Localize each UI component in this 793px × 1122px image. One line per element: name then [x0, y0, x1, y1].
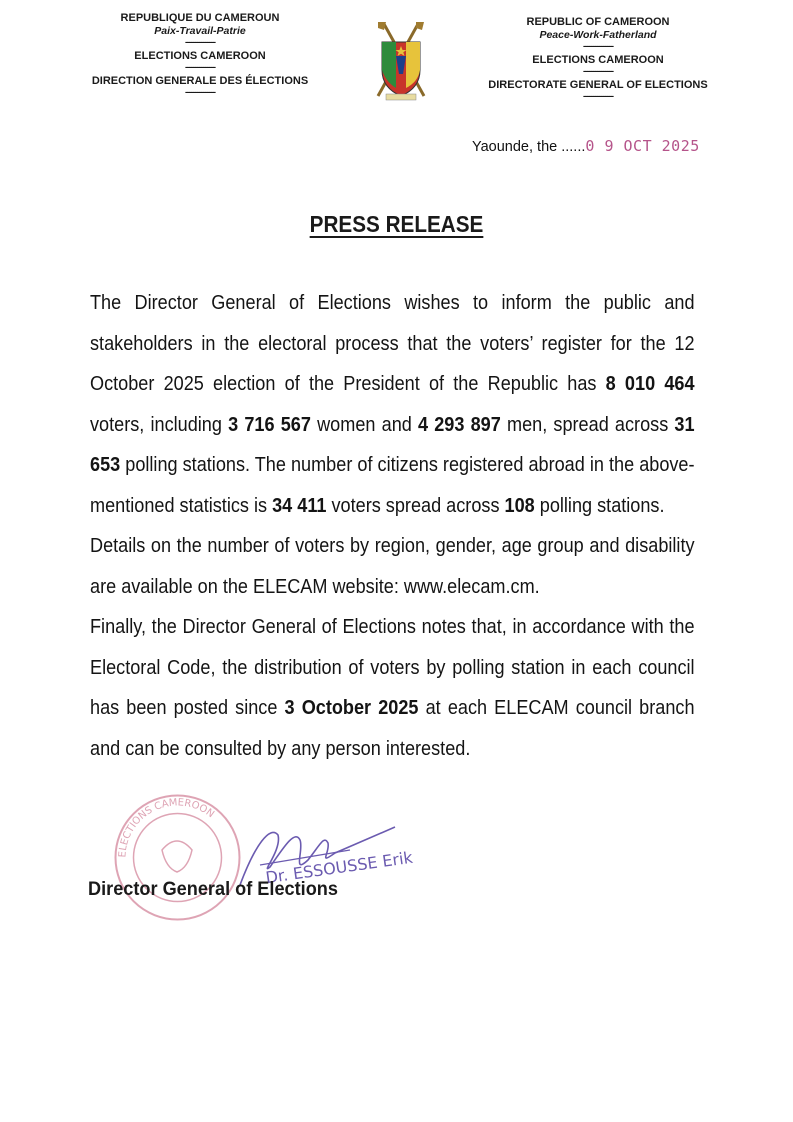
separator: --------------- — [185, 37, 215, 47]
page-title: PRESS RELEASE — [309, 211, 484, 237]
text-span: voters spread across — [326, 494, 505, 517]
separator: --------------- — [185, 62, 215, 72]
date-prefix: Yaounde, the ...... — [472, 139, 586, 155]
abroad-polling-stations: 108 — [504, 494, 535, 517]
directorate-fr: DIRECTION GENERALE DES ÉLECTIONS — [91, 75, 309, 87]
women-voters: 3 716 567 — [228, 413, 311, 436]
text-span: The Director General of Elections wishes to inform the public and stakeholders in the electoral process that the voters’ register for the 12 October 2025 election of the President of the Republic has — [90, 292, 695, 395]
paragraph-details: Details on the number of voters by region, gender, age group and disability are available on the ELECAM website: www.elecam.cm. — [90, 535, 695, 598]
signatory-name: Dr. ESSOUSSE Erik — [264, 847, 414, 888]
republic-en: REPUBLIC OF CAMEROON — [526, 16, 670, 28]
body-fr: ELECTIONS CAMEROON — [134, 50, 266, 62]
header-left — [70, 12, 330, 96]
men-voters: 4 293 897 — [418, 413, 501, 436]
press-release-body — [90, 283, 695, 769]
text-span: voters, including — [90, 413, 229, 436]
text-span: polling stations. — [534, 494, 665, 517]
date-line — [472, 137, 700, 155]
polling-stations: 31 653 — [90, 413, 695, 476]
signatory-title: Director General of Elections — [88, 878, 338, 900]
motto-fr: Paix-Travail-Patrie — [154, 25, 246, 37]
separator: --------------- — [583, 66, 613, 76]
body-en: ELECTIONS CAMEROON — [532, 54, 664, 66]
paragraph-register — [90, 283, 695, 526]
header-right — [463, 16, 733, 100]
paragraph-final — [90, 607, 695, 769]
text-span: at each ELECAM council branch and can be consulted by any person interested. — [90, 697, 695, 760]
text-span: men, spread across — [500, 413, 675, 436]
abroad-voters: 34 411 — [272, 494, 327, 517]
date-stamp: 0 9 OCT 2025 — [585, 137, 700, 155]
republic-fr: REPUBLIQUE DU CAMEROUN — [120, 12, 280, 24]
posting-date: 3 October 2025 — [284, 697, 419, 719]
separator: --------------- — [583, 41, 613, 51]
separator: --------------- — [185, 87, 215, 97]
separator: --------------- — [583, 91, 613, 101]
directorate-en: DIRECTORATE GENERAL OF ELECTIONS — [488, 79, 708, 91]
seal-text: ELECTIONS CAMEROON — [117, 797, 217, 858]
motto-en: Peace-Work-Fatherland — [539, 29, 657, 41]
text-span: women and — [310, 413, 419, 436]
coat-of-arms-icon — [366, 18, 436, 104]
text-span: polling stations. The number of citizens registered abroad in the above-mentioned statistics is — [90, 454, 695, 517]
total-voters: 8 010 464 — [605, 373, 695, 395]
text-span: Finally, the Director General of Elections notes that, in accordance with the Electoral Code, the distribution of voters by polling station in each council has been posted since — [90, 616, 695, 719]
